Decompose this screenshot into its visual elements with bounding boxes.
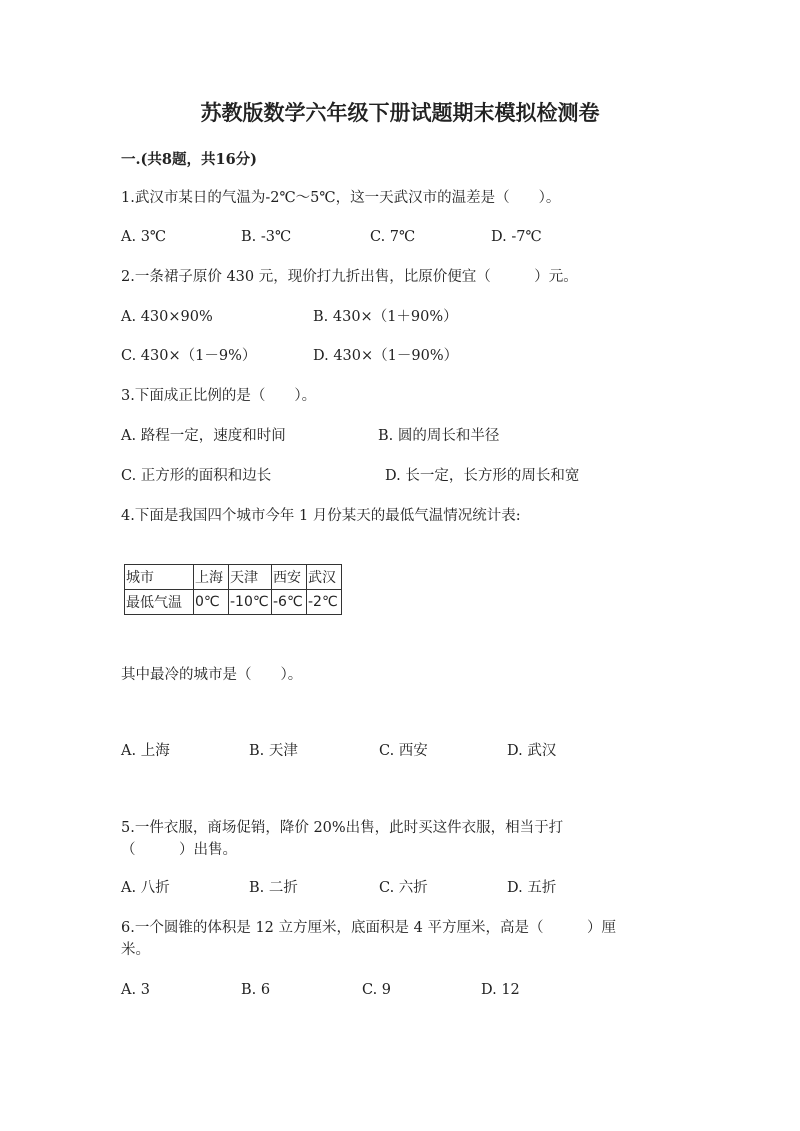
question-6-option-a: A. 3 (121, 982, 150, 998)
table-header-row (125, 565, 342, 590)
table-cell: -10℃ (229, 590, 272, 615)
table-cell: 城市 (125, 565, 194, 590)
page-title: 苏教版数学六年级下册试题期末模拟检测卷 (200, 100, 600, 125)
question-3-option-a: A. 路程一定，速度和时间 (121, 428, 286, 444)
table-cell: 天津 (229, 565, 272, 590)
question-5-text-line1: 5.一件衣服，商场促销，降价 20%出售，此时买这件衣服，相当于打 (121, 820, 564, 836)
section-heading: 一.(共8题，共16分) (121, 151, 258, 168)
question-6-text-line2: 米。 (121, 942, 150, 958)
question-6-option-c: C. 9 (362, 982, 392, 998)
question-3-text: 3.下面成正比例的是（ ）。 (121, 388, 317, 404)
question-4-option-a: A. 上海 (121, 743, 170, 759)
question-4-option-d: D. 武汉 (507, 743, 557, 759)
question-1-option-a: A. 3℃ (121, 229, 167, 245)
question-5-text-line2: （ ）出售。 (121, 842, 237, 858)
table-cell: 西安 (272, 565, 307, 590)
question-3-option-c: C. 正方形的面积和边长 (121, 468, 272, 484)
question-5-option-a: A. 八折 (121, 880, 170, 896)
table-cell: 0℃ (194, 590, 229, 615)
question-2-text: 2.一条裙子原价 430 元，现价打九折出售，比原价便宜（ ）元。 (121, 269, 578, 285)
question-3-option-d: D. 长一定，长方形的周长和宽 (385, 468, 580, 484)
question-2-option-c: C. 430×（1－9%） (121, 348, 257, 364)
table-cell: -2℃ (307, 590, 342, 615)
question-1-option-d: D. -7℃ (491, 229, 542, 245)
table-row (125, 590, 342, 615)
question-4-option-b: B. 天津 (249, 743, 298, 759)
question-5-option-c: C. 六折 (379, 880, 428, 896)
table-cell: -6℃ (272, 590, 307, 615)
question-2-option-a: A. 430×90% (121, 309, 213, 325)
question-1-option-b: B. -3℃ (241, 229, 292, 245)
table-cell: 最低气温 (125, 590, 194, 615)
question-6-option-b: B. 6 (241, 982, 271, 998)
question-4-text: 4.下面是我国四个城市今年 1 月份某天的最低气温情况统计表: (121, 508, 521, 524)
question-6-option-d: D. 12 (481, 982, 520, 998)
question-1-option-c: C. 7℃ (370, 229, 416, 245)
question-5-option-d: D. 五折 (507, 880, 557, 896)
question-2-option-d: D. 430×（1－90%） (313, 348, 459, 364)
question-2-option-b: B. 430×（1＋90%） (313, 309, 458, 325)
question-6-text-line1: 6.一个圆锥的体积是 12 立方厘米，底面积是 4 平方厘米，高是（ ）厘 (121, 920, 616, 936)
question-1-text: 1.武汉市某日的气温为-2℃～5℃，这一天武汉市的温差是（ ）。 (121, 190, 561, 206)
question-4-prompt: 其中最冷的城市是（ ）。 (121, 667, 303, 683)
question-5-option-b: B. 二折 (249, 880, 298, 896)
table-cell: 上海 (194, 565, 229, 590)
question-3-option-b: B. 圆的周长和半径 (378, 428, 500, 444)
table-cell: 武汉 (307, 565, 342, 590)
temperature-table (124, 564, 342, 615)
question-4-option-c: C. 西安 (379, 743, 428, 759)
